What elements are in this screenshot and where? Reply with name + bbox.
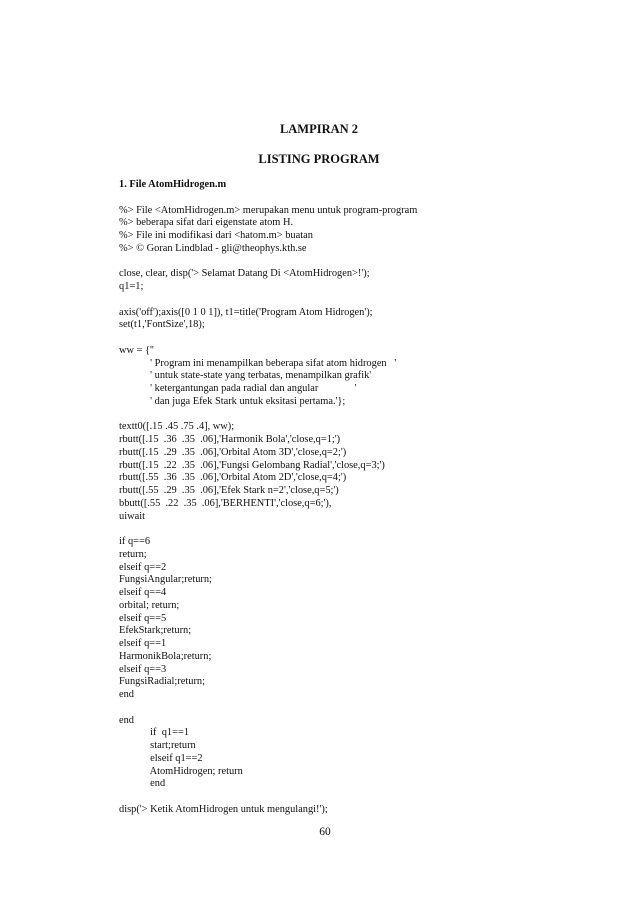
code-line: if q==6 bbox=[119, 536, 151, 547]
code-line: orbital; return; bbox=[119, 599, 180, 611]
code-line: elseif q==3 bbox=[119, 663, 167, 675]
code-line: close, clear, disp('> Selamat Datang Di <AtomHidrogen>!'); bbox=[119, 268, 370, 280]
code-line: elseif q==5 bbox=[119, 612, 167, 624]
code-line: %> beberapa sifat dari eigenstate atom H. bbox=[119, 217, 294, 229]
page-title: LAMPIRAN 2 bbox=[279, 122, 359, 136]
code-line: elseif q1==2 bbox=[119, 752, 203, 764]
code-line: if q1==1 bbox=[119, 727, 190, 739]
code-line: set(t1,'FontSize',18); bbox=[119, 319, 205, 331]
code-line: elseif q==1 bbox=[119, 638, 167, 649]
code-line: rbutt([.55 .36 .35 .06],'Orbital Atom 2D','close,q=4;') bbox=[119, 472, 347, 484]
code-line: disp('> Ketik AtomHidrogen untuk mengulangi!'); bbox=[119, 803, 328, 815]
code-line: ' Program ini menampilkan beberapa sifat atom hidrogen ' bbox=[119, 357, 397, 369]
code-line: ' dan juga Efek Stark untuk eksitasi pertama.'}; bbox=[119, 395, 346, 407]
code-line: AtomHidrogen; return bbox=[119, 765, 243, 777]
code-line: elseif q==4 bbox=[119, 587, 167, 598]
code-line: end bbox=[119, 714, 135, 726]
page-number: 60 bbox=[319, 826, 331, 838]
code-line: %> File <AtomHidrogen.m> merupakan menu untuk program-program bbox=[119, 204, 418, 216]
code-line: end bbox=[119, 689, 135, 700]
code-line: %> File ini modifikasi dari <hatom.m> buatan bbox=[119, 230, 313, 241]
code-line: 1. File AtomHidrogen.m bbox=[119, 179, 227, 190]
code-line: elseif q==2 bbox=[119, 561, 167, 573]
code-line: ' untuk state-state yang terbatas, menampilkan grafik' bbox=[119, 370, 372, 382]
code-line: FungsiRadial;return; bbox=[119, 676, 206, 688]
code-line: %> © Goran Lindblad - gli@theophys.kth.se bbox=[119, 242, 307, 254]
code-line: rbutt([.55 .29 .35 .06],'Efek Stark n=2','close,q=5;') bbox=[119, 485, 339, 496]
page-subtitle: LISTING PROGRAM bbox=[258, 152, 380, 166]
code-line: rbutt([.15 .22 .35 .06],'Fungsi Gelombang Radial','close,q=3;') bbox=[119, 459, 385, 471]
code-line: textt0([.15 .45 .75 .4], ww); bbox=[119, 421, 235, 433]
code-line: EfekStark;return; bbox=[119, 625, 192, 637]
code-line: HarmonikBola;return; bbox=[119, 650, 212, 662]
code-line: FungsiAngular;return; bbox=[119, 574, 212, 586]
code-line: ' ketergantungan pada radial dan angular ' bbox=[119, 383, 357, 394]
code-line: start;return bbox=[119, 740, 196, 751]
code-line: end bbox=[119, 778, 166, 790]
code-line: uiwait bbox=[119, 510, 145, 522]
code-line: return; bbox=[119, 548, 147, 560]
code-line: rbutt([.15 .29 .35 .06],'Orbital Atom 3D','close,q=2;') bbox=[119, 446, 347, 458]
code-line: axis('off');axis([0 1 0 1]), t1=title('Program Atom Hidrogen'); bbox=[119, 306, 373, 318]
code-line: ww = {'' bbox=[119, 344, 154, 356]
code-line: rbutt([.15 .36 .35 .06],'Harmonik Bola','close,q=1;') bbox=[119, 434, 341, 445]
code-line: bbutt([.55 .22 .35 .06],'BERHENTI','close,q=6;'), bbox=[119, 497, 332, 509]
code-line: q1=1; bbox=[119, 281, 144, 292]
